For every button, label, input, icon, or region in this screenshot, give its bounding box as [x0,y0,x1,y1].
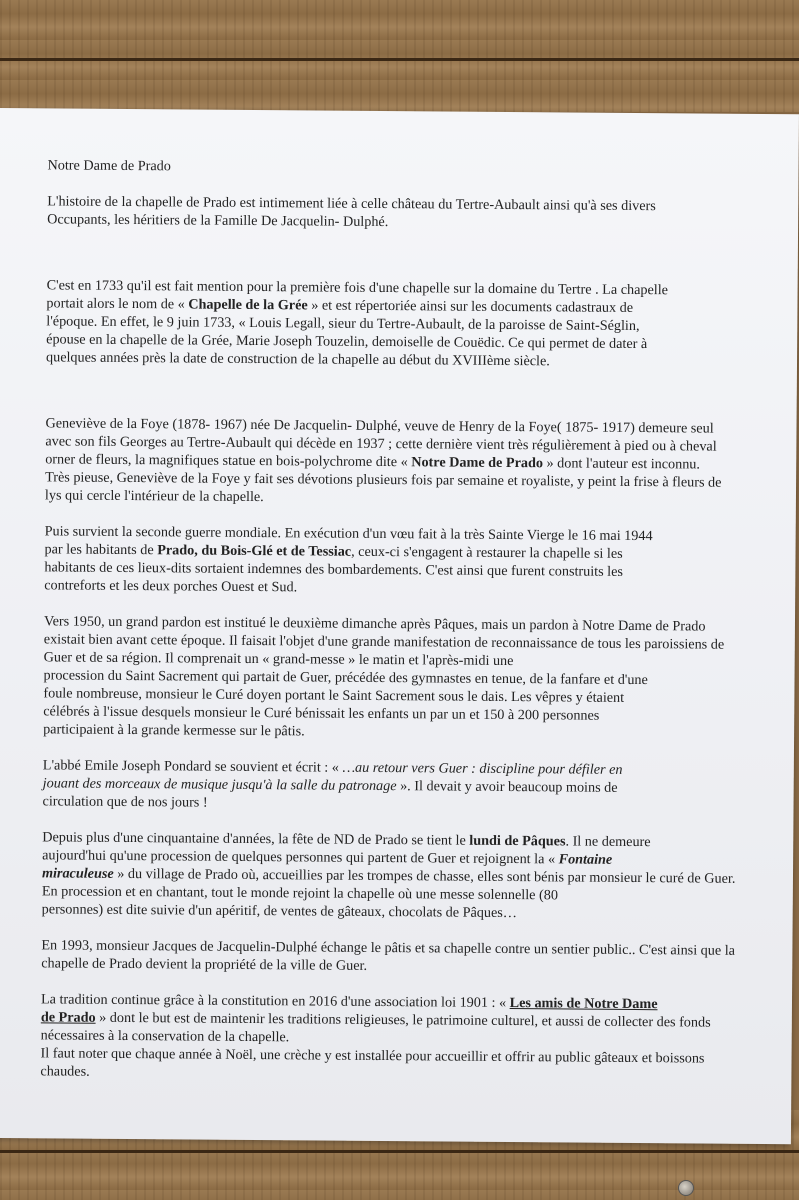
text-line: Il faut noter que chaque année à Noël, une crèche y est installée pour accueillir et offrir au public gâteaux et boissons [40,1045,705,1067]
text-line: La tradition continue grâce à la constitution en 2016 d'une association loi 1901 : « Les amis de Notre Dame [40,991,658,1013]
text-line: avec son fils Georges au Tertre-Aubault qui décède en 1937 ; cette dernière vient très régulièrement à pied ou à cheval [45,433,717,455]
plank-gap [0,58,799,61]
text-line: Occupants, les héritiers de la Famille De Jacquelin- Dulphé. [47,211,389,231]
paragraph-lundi-paques [42,828,778,924]
italic-text: jouant des morceaux de musique jusqu'à la salle du patronage [42,775,397,795]
bold-text: Prado, du Bois-Glé et de Tessiac [157,542,352,560]
text-line: épouse en la chapelle de la Grée, Marie Joseph Touzelin, demoiselle de Couëdic. Ce qui permet de dater à [46,331,648,353]
paragraph-pardon [43,612,779,744]
paragraph-pondard [42,756,777,816]
paragraph-1733 [46,276,782,372]
text-line: portait alors le nom de « Chapelle de la Grée » et est répertoriée ainsi sur les documents cadastraux de [46,295,634,316]
text-line: Guer et de sa région. Il comprenait un « grand-messe » le matin et l'après-midi une [43,649,514,670]
text-line: C'est en 1733 qu'il est fait mention pour la première fois d'une chapelle sur la domaine du Tertre . La chapelle [46,277,669,299]
document-title: Notre Dame de Prado [47,157,171,175]
paragraph-association [40,990,776,1086]
italic-text: …au retour vers Guer : discipline pour défiler en [342,759,623,778]
text-line: chapelle de Prado devient la propriété de la ville de Guer. [41,955,368,974]
paragraph-history [47,192,782,234]
text-line: circulation que de nos jours ! [42,793,208,811]
text-line: aujourd'hui qu'une procession de quelques personnes qui partent de Guer et rejoignent la « Fontaine [42,847,613,868]
text-line: de Prado » dont le but est de maintenir les traditions religieuses, le patrimoine culturel, et aussi de collecter des fonds [40,1009,711,1031]
text-line: nécessaires à la conservation de la chapelle. [40,1027,290,1046]
text-line: Geneviève de la Foye (1878- 1967) née De Jacquelin- Dulphé, veuve de Henry de la Foye( 1875- 1917) demeure seul [45,415,714,437]
text-line: procession du Saint Sacrement qui partait de Guer, précédée des gymnastes en tenue, de la fanfare et d'une [43,667,648,689]
text-line: chaudes. [40,1063,90,1080]
paragraph-war [44,522,780,600]
bold-text: Chapelle de la Grée [188,296,308,314]
text-line: lys qui cercle l'intérieur de la chapelle. [44,487,264,506]
text-line: L'abbé Emile Joseph Pondard se souvient et écrit : « …au retour vers Guer : discipline pour défiler en [42,757,623,778]
text-line: célébrés à l'issue desquels monsieur le Curé bénissait les enfants un par un et 150 à 200 personnes [43,703,600,724]
paragraph-genevieve [45,414,781,510]
association-name: Les amis de Notre Dame [509,995,658,1013]
text-line: foule nombreuse, monsieur le Curé doyen portant le Saint Sacrement sous le dais. Les vêpres y étaient [43,685,625,706]
screw-icon [678,1180,694,1196]
text-line: jouant des morceaux de musique jusqu'à la salle du patronage ». Il devait y avoir beaucoup moins de [42,775,618,796]
text-line: par les habitants de Prado, du Bois-Glé et de Tessiac, ceux-ci s'engagent à restaurer la chapelle si les [44,541,623,562]
text-line: l'époque. En effet, le 9 juin 1733, « Louis Legall, sieur du Tertre-Aubault, de la paroisse de Saint-Séglin, [46,313,640,335]
text-line: Depuis plus d'une cinquantaine d'années, la fête de ND de Prado se tient le lundi de Pâques. Il ne demeure [42,829,651,851]
text-line: En 1993, monsieur Jacques de Jacquelin-Dulphé échange le pâtis et sa chapelle contre un sentier public.. C'est ainsi que la [41,937,736,959]
text-line: personnes) est dite suivie d'un apéritif, de ventes de gâteaux, chocolats de Pâques… [41,901,518,922]
text-line: participaient à la grande kermesse sur le pâtis. [43,721,305,740]
bold-italic-text: miraculeuse [41,865,114,882]
text-line: Très pieuse, Geneviève de la Foye y fait ses dévotions plusieurs fois par semaine et royaliste, y peint la frise à fleurs de [45,469,722,491]
text-line: existait bien avant cette époque. Il faisait l'objet d'une grande manifestation de reconnaissance de tous les paroissiens de [43,631,725,653]
association-name: de Prado [40,1009,96,1026]
wood-background-top [0,0,799,112]
bold-text: lundi de Pâques [469,832,566,850]
text-line: orner de fleurs, la magnifiques statue en bois-polychrome dite « Notre Dame de Prado » dont l'auteur est inconnu. [45,451,701,473]
text-line: Vers 1950, un grand pardon est institué le deuxième dimanche après Pâques, mais un pardon à Notre Dame de Prado [43,613,706,635]
bold-text: Notre Dame de Prado [411,454,544,472]
paragraph-1993 [41,936,776,978]
bold-italic-text: Fontaine [558,851,613,868]
plank-gap [0,1150,799,1153]
text-line: En procession et en chantant, tout le monde rejoint la chapelle où une messe solennelle (80 [41,883,559,904]
paper-sheet [0,108,799,1144]
text-line: L'histoire de la chapelle de Prado est intimement liée à celle château du Tertre-Aubault ainsi qu'à ses divers [47,193,656,215]
text-line: miraculeuse » du village de Prado où, accueillies par les trompes de chasse, elles sont bénis par monsieur le curé de Guer. [41,865,736,887]
text-line: contreforts et les deux porches Ouest et Sud. [44,577,298,596]
text-line: habitants de ces lieux-dits sortaient indemnes des bombardements. C'est ainsi que furent construits les [44,559,624,580]
text-line: quelques années près la date de construction de la chapelle au début du XVIIIème siècle. [45,349,550,370]
document-body [40,156,782,1086]
text-line: Puis survient la seconde guerre mondiale. En exécution d'un vœu fait à la très Sainte Vierge le 16 mai 1944 [44,523,653,545]
